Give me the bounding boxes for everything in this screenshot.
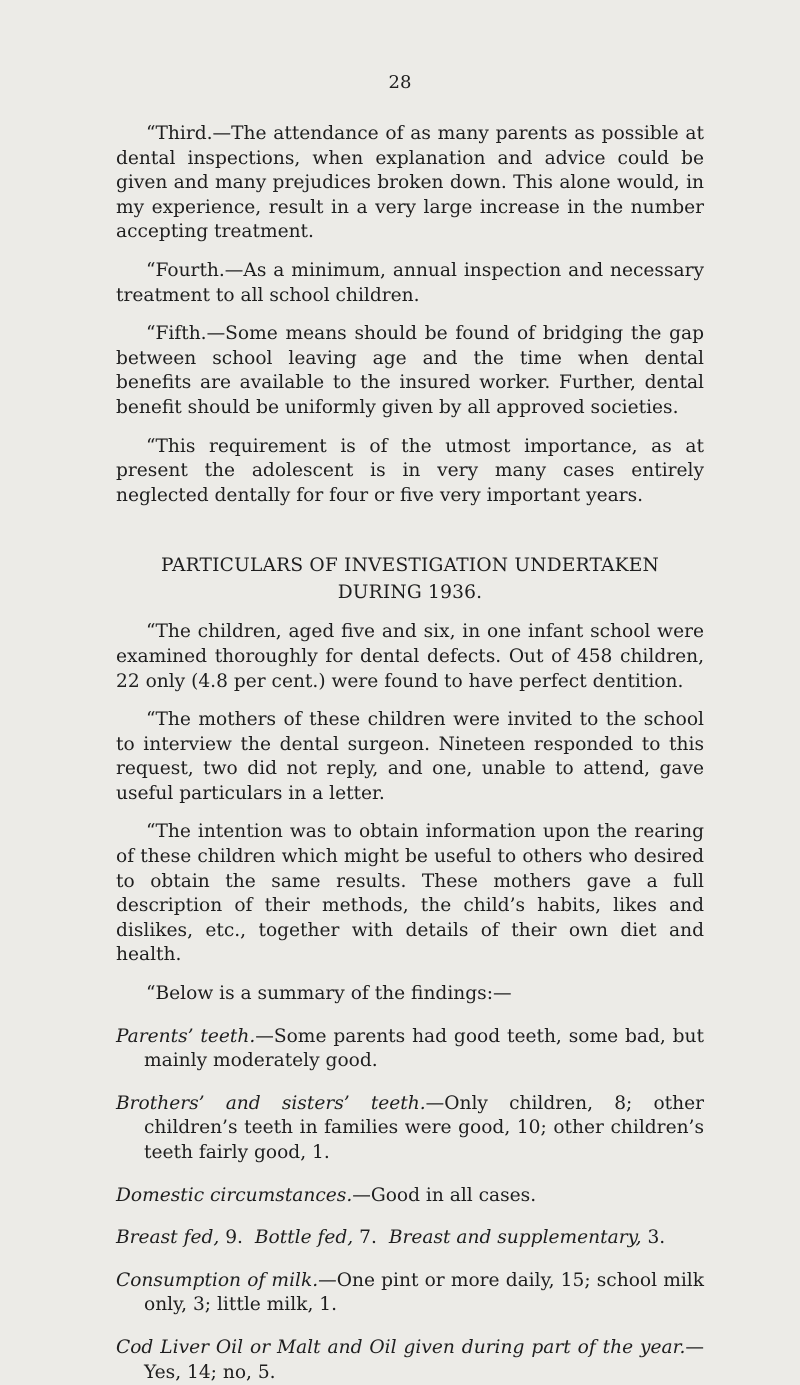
finding-text: —One pint or more daily, 15; school milk only, 3; little milk, 1.	[144, 1269, 704, 1316]
finding-parents-teeth	[116, 1025, 704, 1074]
supplementary-value: 3.	[647, 1227, 666, 1249]
finding-text: —Good in all cases.	[352, 1184, 537, 1206]
supplementary-label: Breast and supplementary,	[388, 1227, 642, 1249]
page-number: 28	[388, 72, 412, 93]
finding-label: Consumption of milk.	[116, 1269, 319, 1291]
finding-label: Parents’ teeth.	[116, 1025, 256, 1047]
paragraph-summary-intro: “Below is a summary of the findings:—	[146, 983, 512, 1005]
bottle-fed-value: 7.	[359, 1227, 377, 1249]
finding-feeding	[116, 1226, 704, 1251]
paragraph-intention: “The intention was to obtain information upon the rearing of these children which might be useful to others who desired to obtain the same results. These mothers gave a full description of their methods, the child’s habits, likes and dislikes, etc., together with details of their own diet and health.	[116, 821, 704, 966]
finding-text: — Yes, 14; no, 5.	[144, 1336, 704, 1383]
finding-label: Brothers’ and sisters’ teeth.	[116, 1092, 426, 1114]
paragraph-mothers: “The mothers of these children were invited to the school to interview the dental surgeon. Nineteen responded to this request, two did not reply, and one, unable to attend, gave useful particulars in a letter.	[116, 709, 704, 804]
breast-fed-label: Breast fed,	[116, 1227, 220, 1249]
paragraph-fifth: “Fifth.—Some means should be found of bridging the gap between school leaving age and the time when dental benefits are available to the insured worker. Further, dental benefit should be uniformly given by all approved societies.	[116, 323, 704, 418]
finding-label: Domestic circumstances.	[116, 1184, 353, 1206]
bottle-fed-label: Bottle fed,	[254, 1227, 354, 1249]
finding-domestic	[116, 1184, 704, 1209]
paragraph-children: “The children, aged five and six, in one infant school were examined thoroughly for dental defects. Out of 458 children, 22 only (4.8 per cent.) were found to have perfect dentition.	[116, 621, 704, 692]
paragraph-third: “Third.—The attendance of as many parents as possible at dental inspections, when explanation and advice could be given and many prejudices broken down. This alone would, in my experience, result in a very large increase in the number accepting treatment.	[116, 123, 704, 243]
finding-text: —Some parents had good teeth, some bad, but mainly moderately good.	[144, 1025, 704, 1072]
paragraph-fourth: “Fourth.—As a minimum, annual inspection and necessary treatment to all school children.	[116, 259, 704, 306]
section-heading	[116, 552, 704, 606]
finding-label: Cod Liver Oil or Malt and Oil given during part of the year.	[116, 1336, 686, 1358]
finding-cod-liver-oil	[116, 1336, 704, 1385]
paragraph-requirement: “This requirement is of the utmost importance, as at present the adolescent is in very many cases entirely neglected dentally for four or five very important years.	[116, 435, 704, 506]
body-text	[116, 122, 704, 1385]
section-heading-line1: PARTICULARS OF INVESTIGATION UNDERTAKEN	[161, 555, 659, 577]
finding-text: —Only children, 8; other children’s teeth in families were good, 10; other children’s teeth fairly good, 1.	[144, 1092, 704, 1163]
finding-milk	[116, 1269, 704, 1318]
finding-siblings-teeth	[116, 1092, 704, 1166]
breast-fed-value: 9.	[225, 1227, 243, 1249]
section-heading-line2: DURING 1936.	[337, 582, 483, 604]
